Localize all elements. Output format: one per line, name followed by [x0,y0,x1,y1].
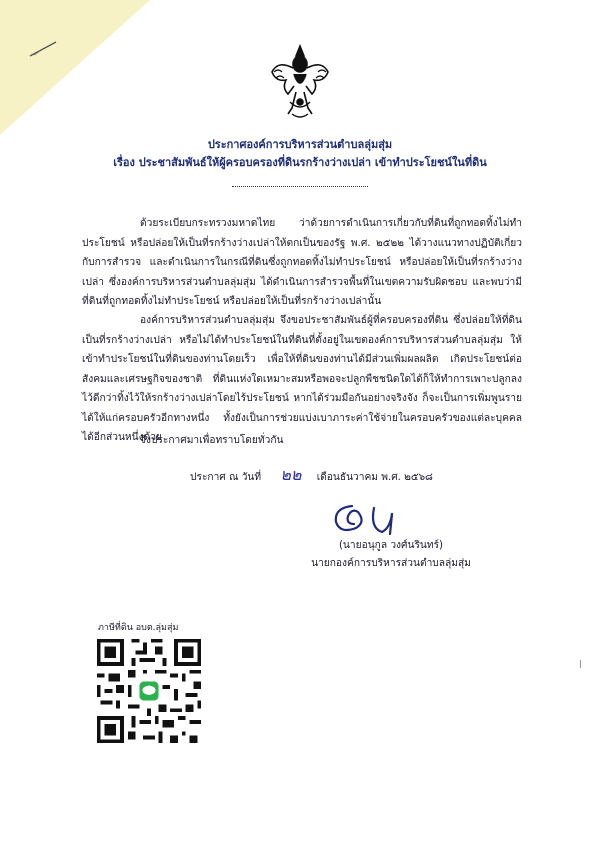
body-paragraph-1: ด้วยระเบียบกระทรวงมหาดไทย ว่าด้วยการดำเนินการเกี่ยวกับที่ดินที่ถูกทอดทิ้งไม่ทำประโยชน์ หรือปล่อยให้เป็นที่รกร้างว่างเปล่าให้ตกเป็นของรัฐ พ.ศ. ๒๕๒๒ ได้วางแนวทางปฏิบัติเกี่ยวกับการสำรวจ และดำเนินการในกรณีที่ดินซึ่งถูกทอดทิ้งไม่ทำประโยชน์ หรือปล่อยให้เป็นที่รกร้างว่างเปล่า ซึ่งองค์การบริหารส่วนตำบลลุ่มสุ่ม ได้ดำเนินการสำรวจพื้นที่ในเขตความรับผิดชอบ และพบว่ามีที่ดินที่ถูกทอดทิ้งไม่ทำประโยชน์ หรือปล่อยให้เป็นที่รกร้างว่างเปล่านั้น [82,218,522,307]
qr-caption: ภาษีที่ดิน อบต.ลุ่มสุ่ม [98,623,179,633]
garuda-emblem-icon [268,42,332,122]
date-day-handwritten: ๒๒ [280,465,302,484]
line-app-icon [137,679,160,702]
corner-fold [0,0,150,135]
signer-name: (นายอนุกูล วงศ์นรินทร์) [338,540,444,551]
date-month-year: เดือนธันวาคม พ.ศ. ๒๕๖๘ [316,472,433,483]
announcement-subject: เรื่อง ประชาสัมพันธ์ให้ผู้ครอบครองที่ดินรกร้างว่างเปล่า เข้าทำประโยชน์ในที่ดิน [113,156,487,169]
announcement-title: ประกาศองค์การบริหารส่วนตำบลลุ่มสุ่ม [207,138,393,151]
signer-position: นายกองค์การบริหารส่วนตำบลลุ่มสุ่ม [311,558,471,569]
qr-code-icon[interactable] [93,635,205,747]
pen-mark-icon [28,40,58,58]
title-divider [232,186,368,187]
closing-statement: จึงประกาศมาเพื่อทราบโดยทั่วกัน [140,435,284,446]
body-paragraph-2: องค์การบริหารส่วนตำบลลุ่มสุ่ม จึงขอประชาสัมพันธ์ผู้ที่ครอบครองที่ดิน ซึ่งปล่อยให้ที่ดินเป็นที่รกร้างว่างเปล่า หรือไม่ได้ทำประโยชน์ในที่ดินที่ตั้งอยู่ในเขตองค์การบริหารส่วนตำบลลุ่มสุ่ม ให้เข้าทำประโยชน์ในที่ดินของท่านโดยเร็ว เพื่อให้ที่ดินของท่านได้มีส่วนเพิ่มผลผลิต เกิดประโยชน์ต่อสังคมและเศรษฐกิจของชาติ ที่ดินแห่งใดเหมาะสมหรือพอจะปลูกพืชชนิดใดได้ก็ให้ทำการเพาะปลูกลงไว้ดีกว่าทิ้งไว้ให้รกร้างว่างเปล่าโดยไร้ประโยชน์ หากได้ร่วมมือกันอย่างจริงจัง ก็จะเป็นการเพิ่มพูนรายได้ให้แก่ครอบครัวอีกทางหนึ่ง ทั้งยังเป็นการช่วยแบ่งเบาภาระค่าใช้จ่ายในครอบครัวของแต่ละบุคคลได้อีกส่วนหนึ่งด้วย [82,315,522,443]
page-edge-mark [580,660,585,668]
handwritten-signature [330,498,430,538]
announcement-date [190,463,445,488]
date-prefix: ประกาศ ณ วันที่ [190,472,262,483]
